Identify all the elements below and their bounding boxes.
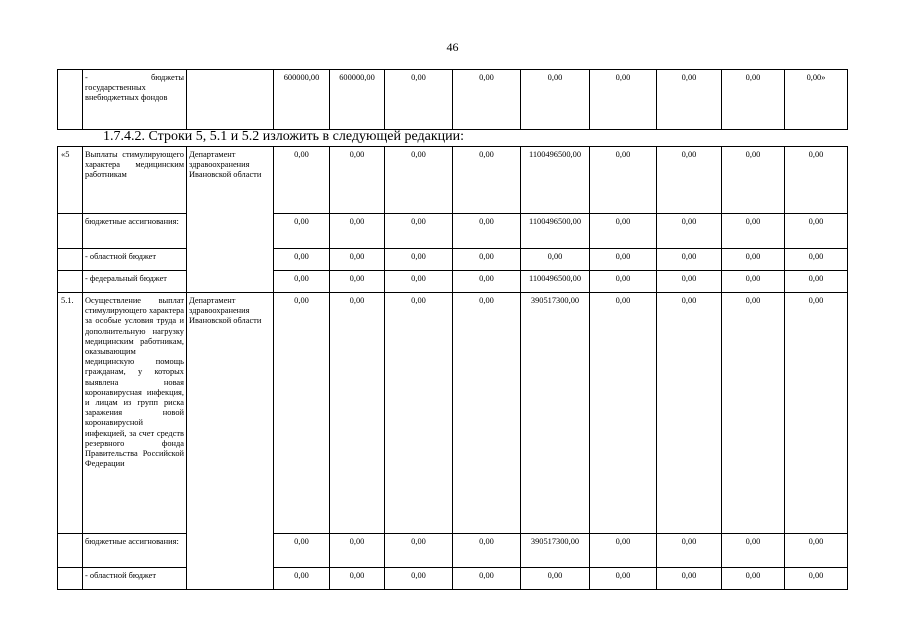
value-cell: 0,00 (722, 293, 785, 534)
value-cell: 0,00 (722, 568, 785, 590)
row-name-rest: государственных внебюджетных фондов (85, 83, 168, 103)
value-cell: 0,00 (330, 147, 385, 214)
value-cell: 0,00 (590, 147, 657, 214)
value-cell: 0,00 (657, 70, 722, 130)
table-row (58, 293, 848, 534)
table-row (58, 249, 848, 271)
row-name: - областной бюджет (83, 249, 187, 271)
main-table (57, 146, 848, 590)
table-row (58, 214, 848, 249)
value-cell: 0,00 (657, 214, 722, 249)
value-cell: 0,00 (330, 249, 385, 271)
value-cell: 0,00 (385, 534, 453, 568)
value-cell: 0,00 (521, 70, 590, 130)
value-cell: 0,00 (330, 271, 385, 293)
row-index (58, 271, 83, 293)
value-cell: 0,00 (722, 271, 785, 293)
row-index (58, 70, 83, 130)
value-cell: 0,00 (385, 70, 453, 130)
table-row (58, 271, 848, 293)
page-number: 46 (446, 40, 459, 54)
value-cell: 0,00 (274, 249, 330, 271)
value-cell: 0,00 (657, 293, 722, 534)
value-cell: 0,00 (590, 534, 657, 568)
top-table-fragment (57, 69, 848, 130)
value-cell: 0,00 (590, 249, 657, 271)
value-cell: 0,00 (785, 568, 848, 590)
row-index: 5.1. (58, 293, 83, 534)
value-cell: 0,00 (274, 147, 330, 214)
row-name (83, 70, 187, 130)
table-row (58, 568, 848, 590)
value-cell: 0,00 (521, 249, 590, 271)
row-name: бюджетные ассигнования: (83, 534, 187, 568)
value-cell: 0,00» (785, 70, 848, 130)
value-cell: 0,00 (785, 293, 848, 534)
row-index (58, 534, 83, 568)
value-cell: 0,00 (453, 293, 521, 534)
value-cell: 0,00 (385, 293, 453, 534)
value-cell: 0,00 (453, 534, 521, 568)
value-cell: 0,00 (385, 271, 453, 293)
value-cell: 0,00 (385, 147, 453, 214)
row-executor (187, 70, 274, 130)
value-cell: 0,00 (785, 147, 848, 214)
value-cell: 0,00 (722, 214, 785, 249)
table-row (58, 534, 848, 568)
value-cell: 0,00 (590, 214, 657, 249)
value-cell: 390517300,00 (521, 293, 590, 534)
value-cell: 0,00 (590, 293, 657, 534)
value-cell: 0,00 (453, 214, 521, 249)
value-cell: 0,00 (657, 271, 722, 293)
value-cell: 0,00 (785, 271, 848, 293)
row-name: - областной бюджет (83, 568, 187, 590)
value-cell: 390517300,00 (521, 534, 590, 568)
value-cell: 0,00 (657, 534, 722, 568)
row-name-word: бюджеты (150, 73, 184, 82)
value-cell: 0,00 (657, 568, 722, 590)
row-executor: Департамент здравоохранения Ивановской области (187, 293, 274, 590)
value-cell: 0,00 (590, 568, 657, 590)
value-cell: 0,00 (657, 249, 722, 271)
value-cell: 0,00 (274, 214, 330, 249)
row-index (58, 568, 83, 590)
value-cell: 1100496500,00 (521, 271, 590, 293)
value-cell: 1100496500,00 (521, 214, 590, 249)
value-cell: 0,00 (385, 249, 453, 271)
value-cell: 0,00 (330, 534, 385, 568)
row-name: Осуществление выплат стимулирующего характера за особые условия труда и дополнительную нагрузку медицинским работникам, оказывающим медицинскую помощь гражданам, у которых выявлена новая коронавирусная инфекция, и лицам из групп риска заражения новой коронавирусной инфекцией, за счет средств резервного фонда Правительства Российской Федерации (83, 293, 187, 534)
value-cell: 0,00 (385, 568, 453, 590)
row-index (58, 249, 83, 271)
value-cell: 0,00 (657, 147, 722, 214)
value-cell: 0,00 (274, 534, 330, 568)
row-index: «5 (58, 147, 83, 214)
value-cell: 0,00 (521, 568, 590, 590)
value-cell: 0,00 (453, 249, 521, 271)
value-cell: 0,00 (274, 293, 330, 534)
value-cell: 0,00 (330, 568, 385, 590)
section-heading: 1.7.4.2. Строки 5, 5.1 и 5.2 изложить в следующей редакции: (103, 129, 464, 144)
value-cell: 0,00 (590, 271, 657, 293)
value-cell: 0,00 (722, 70, 785, 130)
value-cell: 600000,00 (330, 70, 385, 130)
value-cell: 0,00 (785, 534, 848, 568)
value-cell: 0,00 (330, 214, 385, 249)
row-executor: Департамент здравоохранения Ивановской области (187, 147, 274, 293)
value-cell: 0,00 (722, 534, 785, 568)
value-cell: 0,00 (453, 147, 521, 214)
value-cell: 0,00 (590, 70, 657, 130)
row-name: - федеральный бюджет (83, 271, 187, 293)
value-cell: 0,00 (330, 293, 385, 534)
table-row (58, 147, 848, 214)
value-cell: 0,00 (785, 214, 848, 249)
value-cell: 0,00 (722, 249, 785, 271)
row-index (58, 214, 83, 249)
value-cell: 600000,00 (274, 70, 330, 130)
value-cell: 0,00 (453, 70, 521, 130)
value-cell: 1100496500,00 (521, 147, 590, 214)
value-cell: 0,00 (385, 214, 453, 249)
value-cell: 0,00 (453, 568, 521, 590)
row-name-dash: - (85, 73, 88, 82)
value-cell: 0,00 (722, 147, 785, 214)
value-cell: 0,00 (274, 568, 330, 590)
value-cell: 0,00 (785, 249, 848, 271)
table-row (58, 70, 848, 130)
row-name: Выплаты стимулирующего характера медицинским работникам (83, 147, 187, 214)
value-cell: 0,00 (453, 271, 521, 293)
value-cell: 0,00 (274, 271, 330, 293)
row-name: бюджетные ассигнования: (83, 214, 187, 249)
